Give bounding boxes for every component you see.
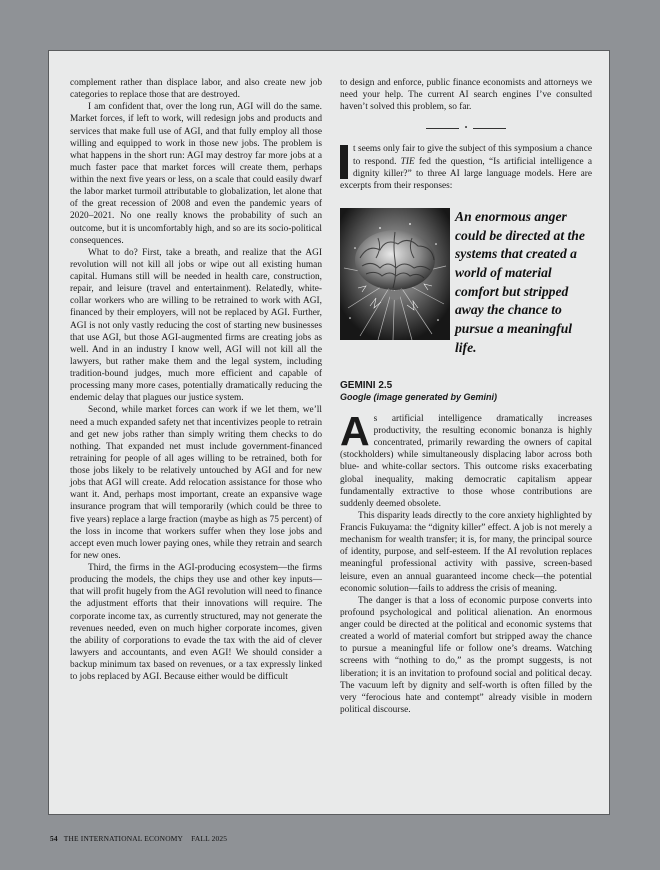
left-paragraph-3: What to do? First, take a breath, and realize that the AGI revolution will not kill all jobs or wipe out all existing human capital. Humans still will be needed in health care, construction, repair, and leisure (travel and entertainment). Relatedly, white-collar workers who are willing to be retrained to work with AGI, financed by their employers, will not be replaced by AGI. Further, AGI is not only vastly reducing the cost of starting new businesses that use AGI, but those AGI-augmented firms are creating jobs as well. And in an industry I know well, AGI will not kill all the lawyers, but rather make them and the legal system, including tradition-bound judges, much more efficient and capable of processing many more cases, potentially dramatically reducing the endemic delay that plagues our justice system. (70, 247, 322, 404)
left-paragraph-5: Third, the firms in the AGI-producing ecosystem—the firms producing the models, the chips they use and other key inputs—that will profit hugely from the AGI revolution will need to finance the adjustment efforts that their innovations will require. The corporate income tax, as currently structured, may not generate the revenues needed, even on much higher corporate incomes, given the ability of corporations to evade the tax with the aid of clever lawyers and accountants, and even AGI! We should consider a backup minimum tax based on revenues, or a tax expressly linked to jobs replaced by AGI. Because either would be difficult (70, 563, 322, 683)
right-continuation: to design and enforce, public finance economists and attorneys we need your help. The current AI search engines I’ve consulted haven’t solved this problem, so far. (340, 78, 592, 113)
left-paragraph-4: Second, while market forces can work if we let them, we’ll need a much expanded safety net that incentivizes people to retrain and get new jobs rather than simply writing them checks to do nothing. That expanded net must include government-financed retraining for people of all ages willing to be retrained, both for those jobs likely to be relatively untouched by AGI and for new jobs that AGI will create. Add relocation assistance for those who want it. And, perhaps most important, create an expansive wage insurance program that will temporarily (which could be three to five years) replace a large fraction (maybe as high as 75 percent) of the loss in income that workers suffer when they lose jobs and accept even much lower paying ones, while they retrain and search for new ones. (70, 405, 322, 561)
right-column (340, 77, 592, 716)
dropcap-i-bar (340, 145, 348, 179)
gemini-paragraph-3: The danger is that a loss of economic purpose converts into profound psychological and political alienation. An enormous anger could be directed at the political and economic systems that created a world of material comfort but stripped away the chance to pursue a meaningful life or follow one’s dreams. Watching screens with “nothing to do,” as the prompt suggests, is not liberation; it is an invitation to profound social and political decay. The vacuum left by dignity and self-worth is often filled by the very “ferocious hate and contempt” already visible in modern political discourse. (340, 595, 592, 715)
intro-paragraph (340, 143, 592, 192)
intro-italic: TIE (400, 156, 415, 167)
intro-text-start: t seems only fair to give the subject of this symposium a chance to respond. (353, 144, 592, 167)
model-source: Google (image generated by Gemini) (340, 391, 498, 402)
gemini-paragraph-1-text: s artificial intelligence dramatically increases productivity, the resulting economic bonanza is highly concentrated, primarily rewarding the owners of capital (stockholders) while simultaneously displacing labor across both blue- and white-collar sectors. This outcome risks exacerbating global inequality, making democratic capitalism appear fundamentally extractive to those whose contributions are suddenly deemed obsolete. (340, 413, 592, 509)
ai-figure (340, 208, 592, 370)
left-paragraph-2: I am confident that, over the long run, AGI will do the same. Market forces, if left to work, will redesign jobs and products and services that make full use of AGI, and that fully employ all those willing and equipped to work in those new jobs. The problem is what happens in the short run: AGI may destroy far more jobs at a much faster pace that market forces will create them, perhaps within the next five years or less, on a scale that could easily dwarf the labor market turmoil attributable to globalization, let alone that of the great recession of 2008 and even the pandemic years of 2020–2021. No one really knows the probability of such an outcome, but it is uncomfortably high, and so are its socio-political consequences. (70, 102, 322, 246)
divider-dot: • (464, 123, 468, 133)
page-footer (50, 834, 227, 843)
brain-illustration-icon (340, 208, 450, 340)
section-divider (340, 121, 592, 134)
article-page (48, 50, 610, 815)
left-column (70, 77, 322, 683)
left-paragraph-1: complement rather than displace labor, and also create new job categories to replace those that are destroyed. (70, 78, 322, 101)
gemini-paragraph-1 (340, 407, 592, 510)
model-name: GEMINI 2.5 (340, 379, 393, 391)
magazine-name: THE INTERNATIONAL ECONOMY (63, 834, 184, 843)
pull-quote: An enormous anger could be directed at the systems that created a world of material comfort but stripped away the chance to pursue a meaningful life. (455, 208, 585, 355)
dropcap-letter: A (340, 407, 370, 454)
gemini-paragraph-2: This disparity leads directly to the core anxiety highlighted by Francis Fukuyama: the “dignity killer” effect. A job is not merely a mechanism for wealth transfer; it is, for many, the principal source of identity, purpose, and self-esteem. If the AI revolution replaces meaningful professional activity with passive, screen-based leisure, even an annual guaranteed income check—the potential economic solution—fails to address the crisis of meaning. (340, 510, 592, 594)
page-number: 54 (50, 834, 58, 843)
intro-text-end: fed the question, “Is artificial intelligence a dignity killer?” to three AI large language models. Here are excerpts from their responses: (340, 156, 592, 191)
issue-date: FALL 2025 (191, 834, 228, 843)
